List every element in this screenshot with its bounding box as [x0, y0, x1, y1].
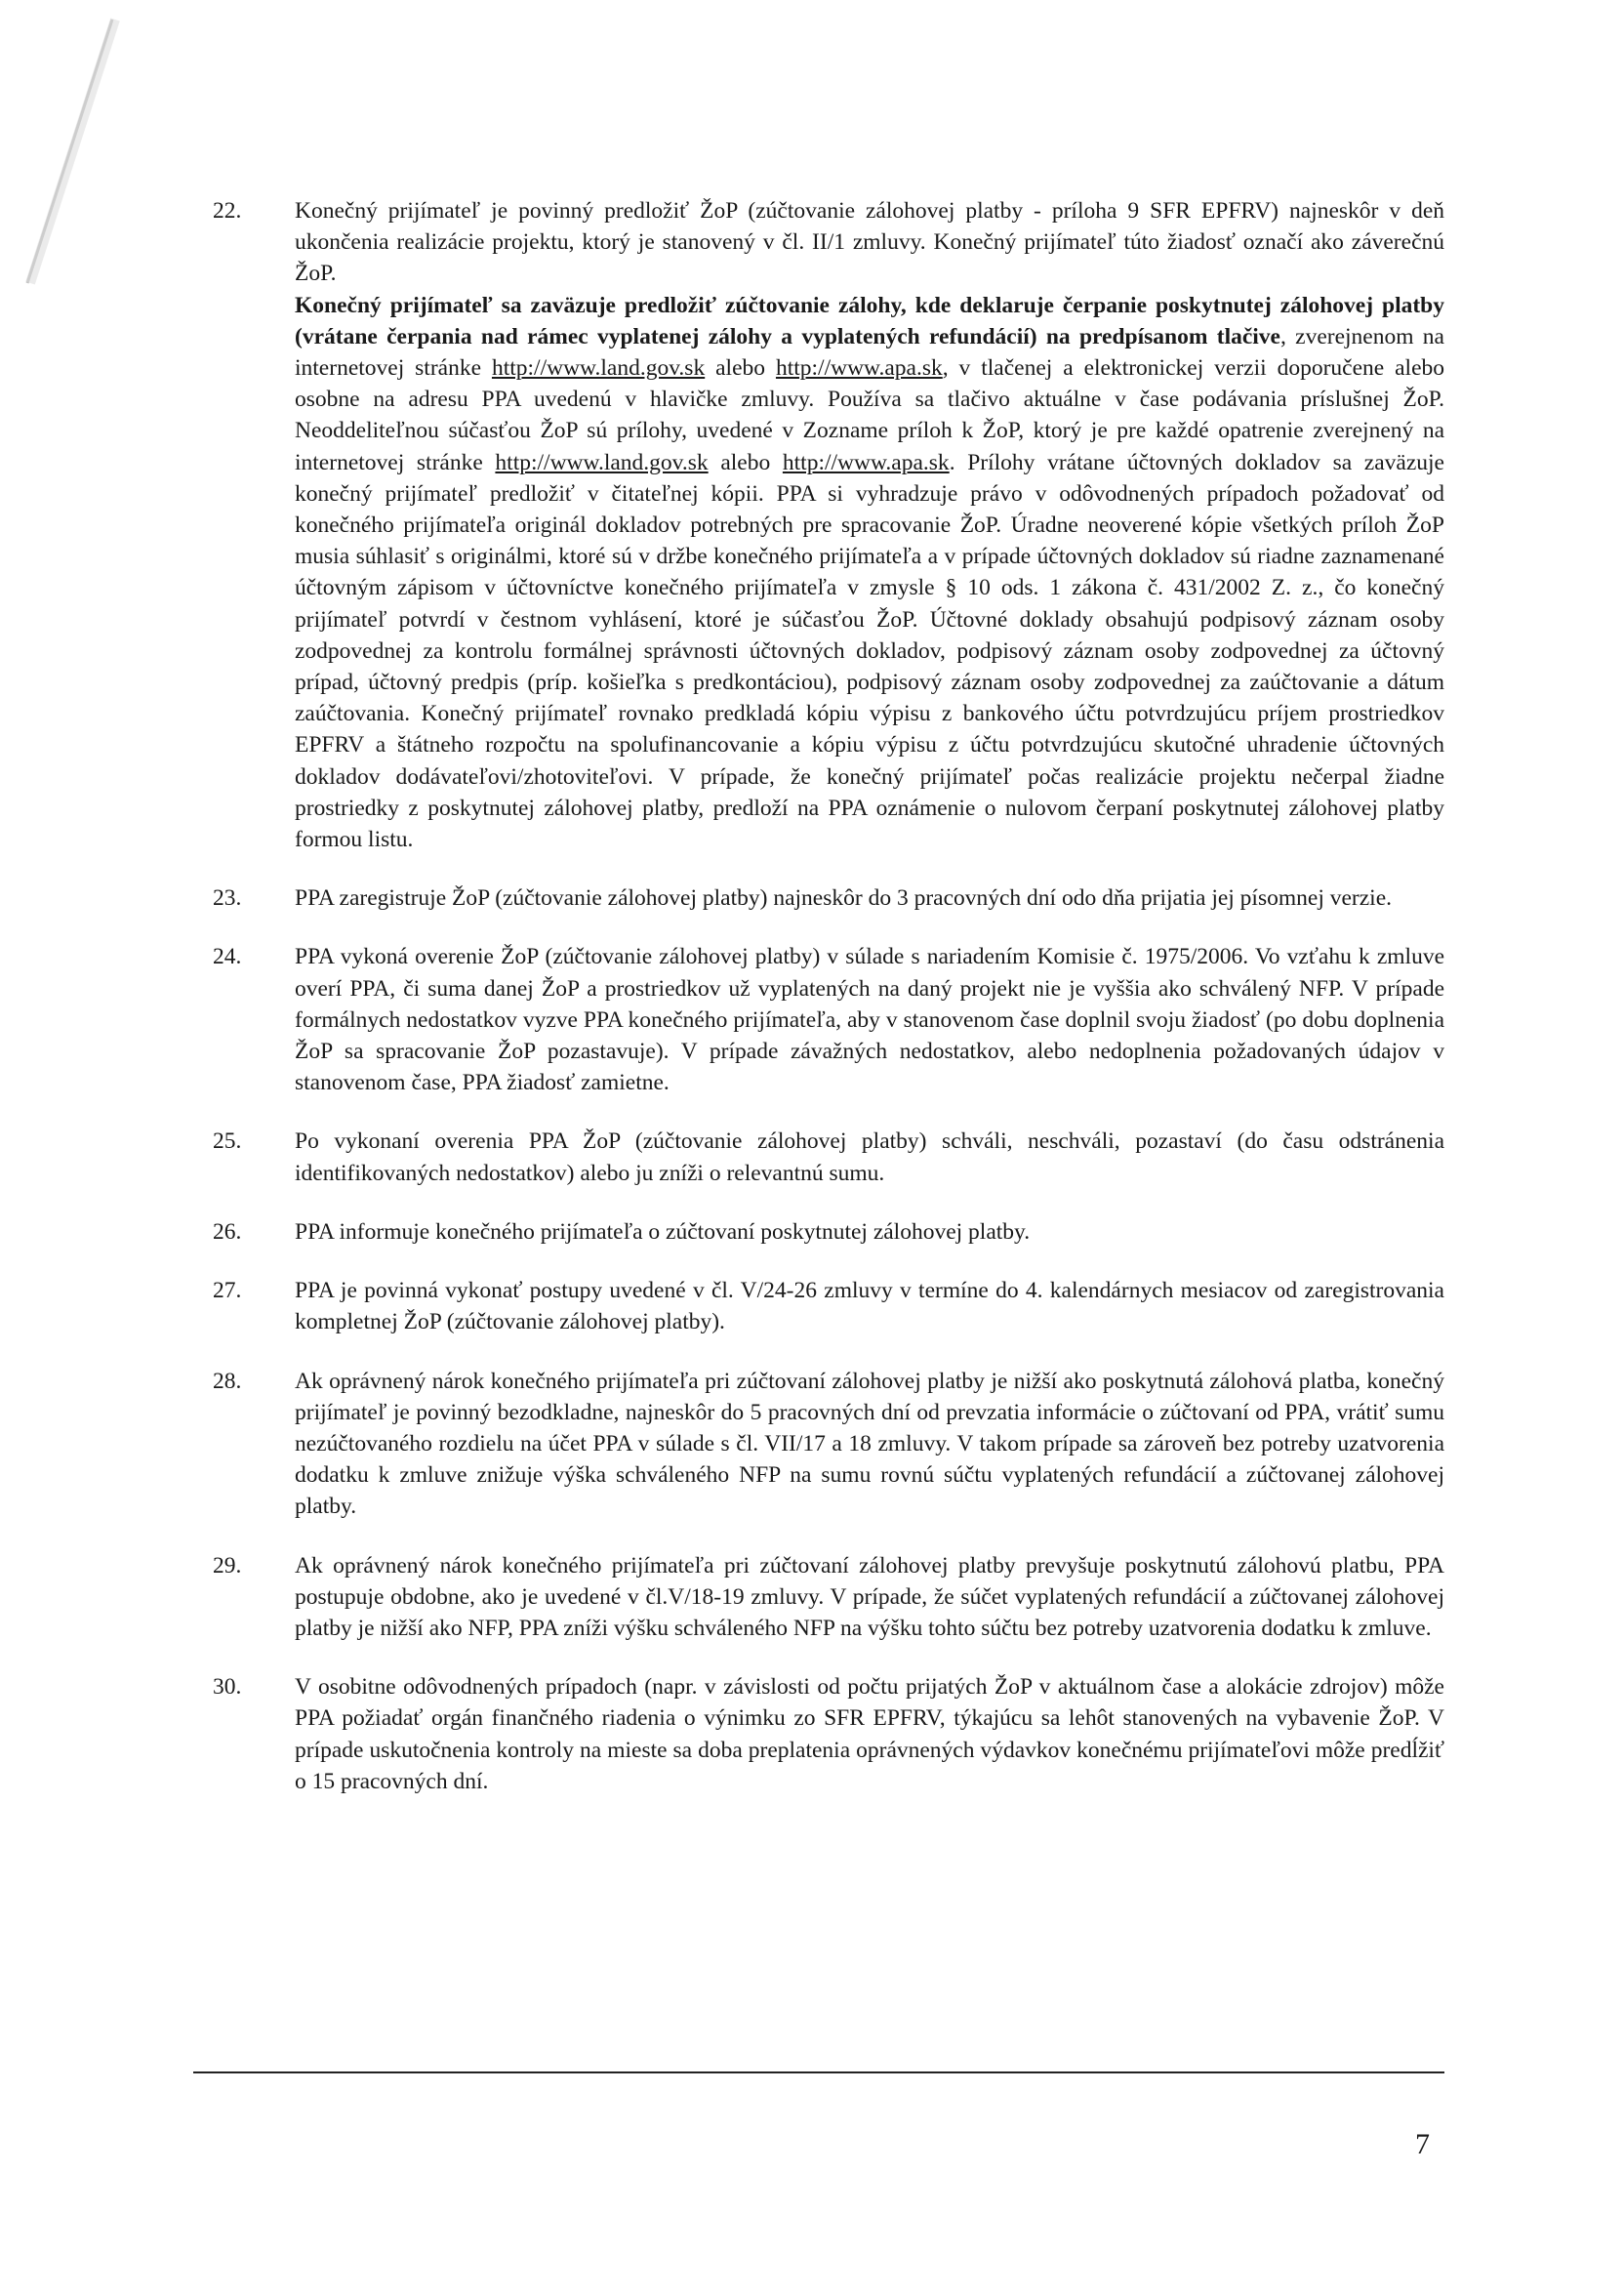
clause-text-continued: Konečný prijímateľ sa zaväzuje predložiť zúčtovanie zálohy, kde deklaruje čerpanie poskytnutej zálohovej platby (vrátane čerpania nad rámec vyplatenej zálohy a vyplatených refundácií) na predpísanom tlačive, zverejnenom na internetovej stránke http://www.land.gov.sk alebo http://www.apa.sk, v tlačenej a elektronickej verzii doporučene alebo osobne na adresu PPA uvedenú v hlavičke zmluvy. Používa sa tlačivo aktuálne v čase podávania príslušnej ŽoP. Neoddeliteľnou súčasťou ŽoP sú prílohy, uvedené v Zozname príloh k ŽoP, ktorý je pre každé opatrenie zverejnený na internetovej stránke http://www.land.gov.sk alebo http://www.apa.sk. Prílohy vrátane účtovných dokladov sa zaväzuje konečný prijímateľ predložiť v čitateľnej kópii. PPA si vyhradzuje právo v odôvodnených prípadoch požadovať od konečného prijímateľa originál dokladov potrebných pre spracovanie ŽoP. Úradne neoverené kópie všetkých príloh ŽoP musia súhlasiť s originálmi, ktoré sú v držbe konečného prijímateľa a v prípade účtovných dokladov sú riadne zaznamenané účtovným zápisom v účtovníctve konečného prijímateľa v zmysle § 10 ods. 1 zákona č. 431/2002 Z. z., čo konečný prijímateľ potvrdí v čestnom vyhlásení, ktoré je súčasťou ŽoP. Účtovné doklady obsahujú podpisový záznam osoby zodpovednej za kontrolu formálnej správnosti účtovných dokladov, podpisový záznam osoby zodpovednej za účtovný prípad, účtovný predpis (príp. košieľka s predkontáciou), podpisový záznam osoby zodpovednej za zaúčtovanie a dátum zaúčtovania. Konečný prijímateľ rovnako predkladá kópiu výpisu z bankového účtu potvrdzujúcu príjem prostriedkov EPFRV a štátneho rozpočtu na spolufinancovanie a kópiu výpisu z účtu potvrdzujúcu skutočné uhradenie účtovných dokladov dodávateľovi/zhotoviteľovi. V prípade, že konečný prijímateľ počas realizácie projektu nečerpal žiadne prostriedky z poskytnutej zálohovej platby, predloží na PPA oznámenie o nulovom čerpaní poskytnutej zálohovej platby formou listu. — [295, 292, 1445, 853]
clause-number: 30. — [213, 1674, 242, 1701]
clause-27 — [213, 1275, 1444, 1337]
clause-number: 25. — [213, 1128, 242, 1155]
clause-number: 24. — [213, 944, 242, 970]
footer-divider — [193, 2071, 1444, 2073]
clause-text: PPA informuje konečného prijímateľa o zúčtovaní poskytnutej zálohovej platby. — [295, 1218, 1031, 1245]
clause-number: 28. — [213, 1368, 242, 1394]
clause-22 — [213, 195, 1444, 855]
scanned-page-edge — [0, 0, 137, 293]
clause-text: PPA je povinná vykonať postupy uvedené v čl. V/24-26 zmluvy v termíne do 4. kalendárnych mesiacov od zaregistrovania kompletnej ŽoP (zúčtovanie zálohovej platby). — [295, 1278, 1444, 1335]
clause-24 — [213, 941, 1444, 1098]
clause-29 — [213, 1550, 1444, 1645]
clause-text: V osobitne odôvodnených prípadoch (napr. v závislosti od počtu prijatých ŽoP v aktuálnom čase a alokácie zdrojov) môže PPA požiadať orgán finančného riadenia o výnimku zo SFR EPFRV, týkajúcu sa lehôt stanovených na vybavenie ŽoP. V prípade uskutočnenia kontroly na mieste sa doba preplatenia oprávnených výdavkov konečnému prijímateľovi môže predĺžiť o 15 pracovných dní. — [295, 1674, 1444, 1794]
bold-text: Konečný prijímateľ sa zaväzuje predložiť zúčtovanie zálohy, kde deklaruje čerpanie poskytnutej zálohovej platby (vrátane čerpania nad rámec vyplatenej zálohy a vyplatených refundácií) na predpísanom tlačive — [295, 292, 1444, 349]
clause-number: 27. — [213, 1278, 242, 1304]
clause-text: Ak oprávnený nárok konečného prijímateľa pri zúčtovaní zálohovej platby prevyšuje poskytnutú zálohovú platbu, PPA postupuje obdobne, ako je uvedené v čl.V/18-19 zmluvy. V prípade, že súčet vyplatených refundácií a zúčtovanej zálohovej platby je nižší ako NFP, PPA zníži výšku schváleného NFP na výšku tohto súčtu bez potreby uzatvorenia dodatku k zmluve. — [295, 1552, 1444, 1641]
page-number: 7 — [1415, 2128, 1430, 2160]
clause-30 — [213, 1671, 1444, 1797]
clause-number: 23. — [213, 885, 242, 912]
link-land-gov[interactable]: http://www.land.gov.sk — [491, 355, 706, 382]
document-body — [213, 195, 1444, 1824]
clause-text: PPA vykoná overenie ŽoP (zúčtovanie zálohovej platby) v súlade s nariadením Komisie č. 1975/2006. Vo vzťahu k zmluve overí PPA, či suma danej ŽoP a prostriedkov už vyplatených na daný projekt nie je vyššia ako schválený NFP. V prípade formálnych nedostatkov vyzve PPA konečného prijímateľa, aby v stanovenom čase doplnil svoju žiadosť (po dobu doplnenia ŽoP sa spracovanie ŽoP pozastavuje). V prípade závažných nedostatkov, alebo nedoplnenia požadovaných údajov v stanovenom čase, PPA žiadosť zamietne. — [295, 944, 1444, 1096]
clause-25 — [213, 1126, 1444, 1188]
clause-number: 22. — [213, 198, 242, 224]
clause-26 — [213, 1216, 1444, 1248]
clause-text: Po vykonaní overenia PPA ŽoP (zúčtovanie zálohovej platby) schváli, neschváli, pozastaví (do času odstránenia identifikovaných nedostatkov) alebo ju zníži o relevantnú sumu. — [295, 1128, 1444, 1186]
link-apa[interactable]: http://www.apa.sk — [782, 449, 950, 475]
clause-text: PPA zaregistruje ŽoP (zúčtovanie zálohovej platby) najneskôr do 3 pracovných dní odo dňa prijatia jej písomnej verzie. — [295, 885, 1392, 912]
clause-number: 26. — [213, 1218, 242, 1245]
link-apa[interactable]: http://www.apa.sk — [775, 355, 943, 382]
clause-number: 29. — [213, 1552, 242, 1578]
clause-28 — [213, 1366, 1444, 1523]
clause-text: Konečný prijímateľ je povinný predložiť ŽoP (zúčtovanie zálohovej platby - príloha 9 SFR EPFRV) najneskôr v deň ukončenia realizácie projektu, ktorý je stanovený v čl. II/1 zmluvy. Konečný prijímateľ túto žiadosť označí ako záverečnú ŽoP. — [295, 198, 1444, 287]
link-land-gov[interactable]: http://www.land.gov.sk — [495, 449, 709, 475]
clause-text: Ak oprávnený nárok konečného prijímateľa pri zúčtovaní zálohovej platby je nižší ako poskytnutá zálohová platba, konečný prijímateľ je povinný bezodkladne, najneskôr do 5 pracovných dní od prevzatia informácie o zúčtovaní od PPA, vrátiť sumu nezúčtovaného rozdielu na účet PPA v súlade s čl. VII/17 a 18 zmluvy. V takom prípade sa zároveň bez potreby uzatvorenia dodatku k zmluve znižuje výška schváleného NFP na sumu rovnú súčtu vyplatených refundácií a zúčtovanej zálohovej platby. — [295, 1368, 1444, 1520]
clause-23 — [213, 882, 1444, 914]
